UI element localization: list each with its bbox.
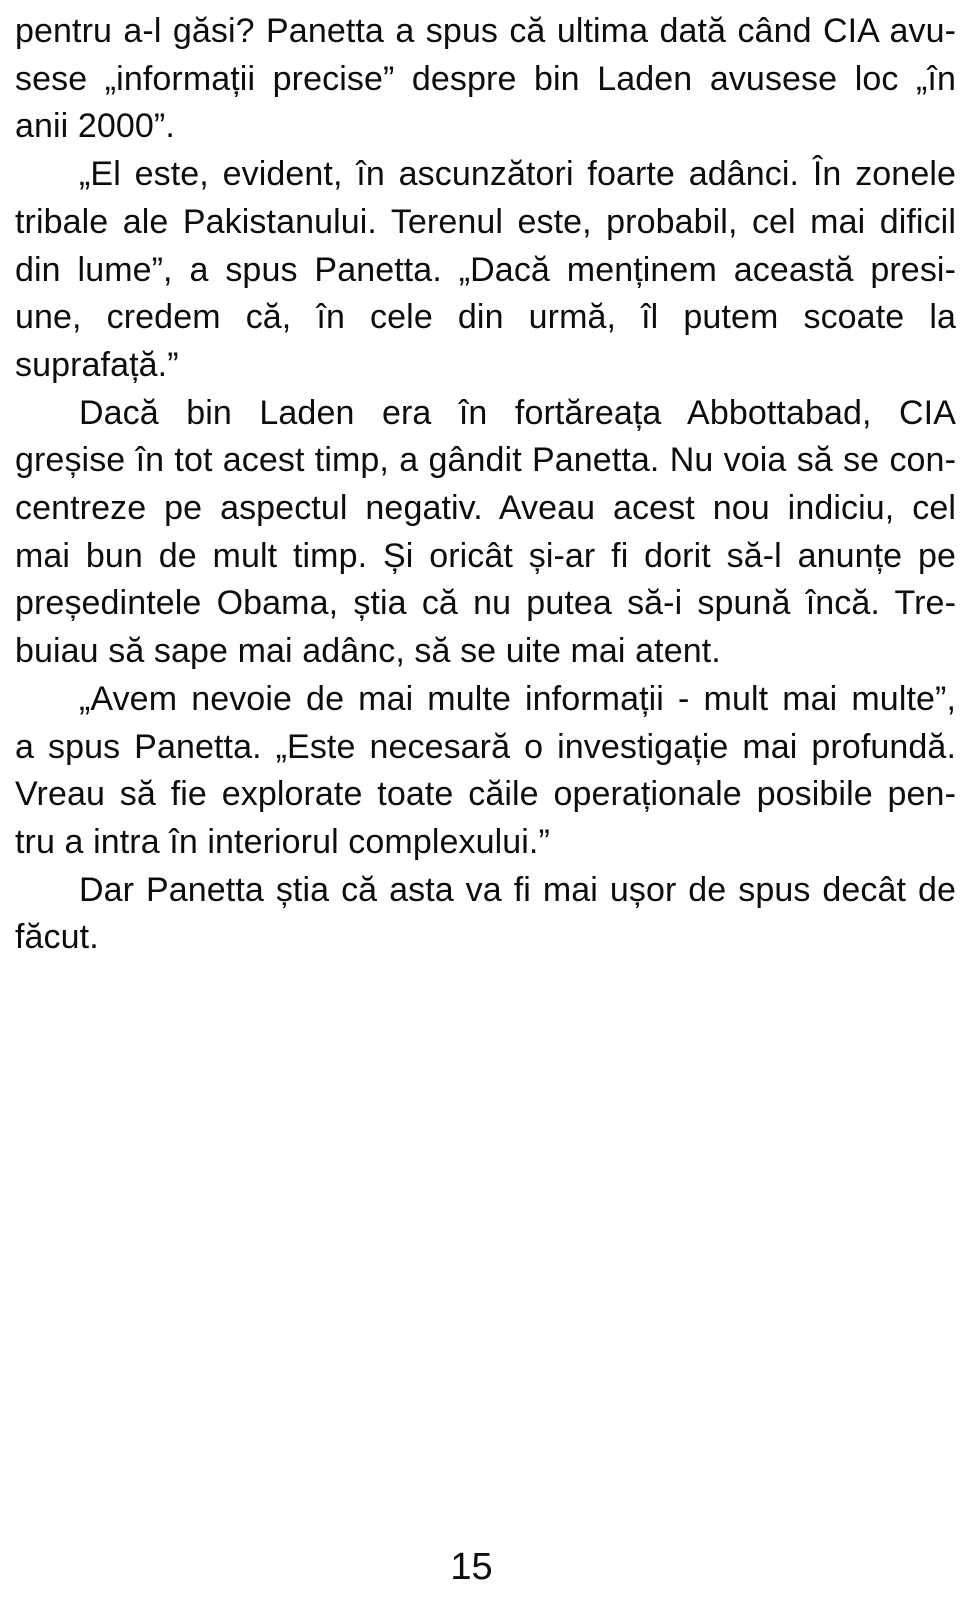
paragraph <box>15 8 956 151</box>
text-line: Vreau să fie explorate toate căile operaționale posibile pen- <box>15 775 956 814</box>
text-line: Dar Panetta știa că asta va fi mai ușor de spus decât de <box>79 870 956 909</box>
paragraph <box>15 390 956 676</box>
text-line: suprafață.” <box>15 345 179 384</box>
text-line: centreze pe aspectul negativ. Aveau acest nou indiciu, cel <box>15 489 956 528</box>
paragraph <box>15 151 956 390</box>
text-line: mai bun de mult timp. Și oricât și-ar fi dorit să-l anunțe pe <box>15 536 956 575</box>
text-line: anii 2000”. <box>15 107 175 146</box>
text-line: „Avem nevoie de mai multe informații - mult mai multe”, <box>79 679 956 718</box>
body-text <box>15 8 956 962</box>
text-line: „El este, evident, în ascunzători foarte adânci. În zonele <box>79 155 956 194</box>
text-line: tribale ale Pakistanului. Terenul este, probabil, cel mai dificil <box>15 202 956 241</box>
text-line: buiau să sape mai adânc, să se uite mai atent. <box>15 632 721 671</box>
text-line: președintele Obama, știa că nu putea să-i spună încă. Tre- <box>15 584 956 623</box>
paragraph <box>15 867 956 962</box>
page-number: 15 <box>450 1546 493 1588</box>
text-line: sese „informații precise” despre bin Laden avusese loc „în <box>15 59 956 98</box>
text-line: greșise în tot acest timp, a gândit Panetta. Nu voia să se con- <box>15 441 956 480</box>
text-line: une, credem că, în cele din urmă, îl putem scoate la <box>15 298 956 337</box>
paragraph <box>15 676 956 867</box>
text-line: făcut. <box>15 918 99 957</box>
text-line: pentru a-l găsi? Panetta a spus că ultima dată când CIA avu- <box>15 12 956 50</box>
text-line: Dacă bin Laden era în fortăreața Abbottabad, CIA <box>79 393 956 432</box>
text-line: tru a intra în interiorul complexului.” <box>15 822 550 861</box>
text-line: din lume”, a spus Panetta. „Dacă menținem această presi- <box>15 250 956 289</box>
text-line: a spus Panetta. „Este necesară o investigație mai profundă. <box>15 727 956 766</box>
